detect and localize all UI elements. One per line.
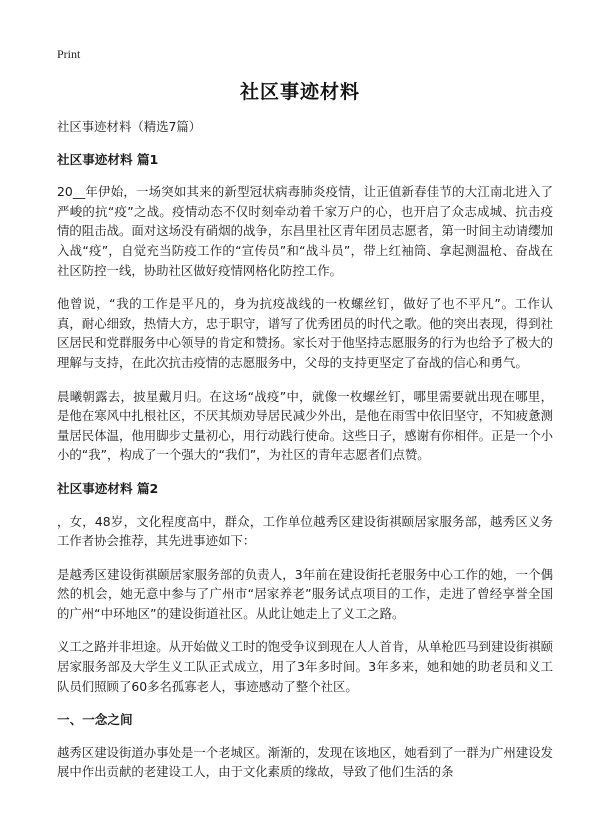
paragraph: 他曾说，“我的工作是平凡的，身为抗疫战线的一枚螺丝钉，做好了也不平凡”。工作认真，耐心细致，热情大方，忠于职守，谱写了优秀团员的时代之歌。他的突出表现，得到社区居民和党群服务中心领导的肯定和赞扬。家长对于他坚持志愿服务的行为也给予了极大的理解与支持，在此次抗击疫情的志愿服务中，父母的支持更坚定了奋战的信心和勇气。	[57, 296, 553, 370]
paragraph: 晨曦朝露去，披星戴月归。在这场“战疫”中，就像一枚螺丝钉，哪里需要就出现在哪里，是他在寒风中扎根社区，不厌其烦劝导居民减少外出，是他在雨雪中依旧坚守，不知疲惫测量居民体温，他用脚步丈量初心，用行动践行使命。这些日子，感谢有你相伴。正是一个小小的“我”，构成了一个强大的“我们”，为社区的青年志愿者们点赞。	[57, 388, 553, 463]
article-body	[57, 117, 553, 796]
section-heading-2: 社区事迹材料 篇2	[57, 480, 159, 496]
subsection-heading: 一、一念之间	[57, 712, 133, 728]
paragraph: 是越秀区建设街祺颐居家服务部的负责人，3年前在建设街托老服务中心工作的她，一个偶然的机会，她无意中参与了广州市“居家养老”服务试点项目的工作，走进了曾经享誉全国的广州“中环地区”的建设街道社区。从此让她走上了义工之路。	[57, 566, 553, 621]
paragraph: 义工之路并非坦途。从开始做义工时的饱受争议到现在人人首肯，从单枪匹马到建设街祺颐居家服务部及大学生义工队正式成立，用了3年多时间。3年多来，她和她的助老员和义工队员们照顾了60多名孤寡老人，事迹感动了整个社区。	[57, 639, 553, 694]
section-heading-1: 社区事迹材料 篇1	[57, 151, 159, 167]
paragraph: ，女，48岁，文化程度高中，群众，工作单位越秀区建设街祺颐居家服务部，越秀区义务工作者协会推荐，其先进事迹如下：	[57, 513, 553, 549]
paragraph: 20__年伊始，一场突如其来的新型冠状病毒肺炎疫情，让正值新春佳节的大江南北进入了严峻的抗“疫”之战。疫情动态不仅时刻牵动着千家万户的心，也开启了众志成城、抗击疫情的阻击战。面对这场没有硝烟的战争，东昌里社区青年团员志愿者，第一时间主动请缨加入战“疫”，自觉充当防疫工作的“宣传员”和“战斗员”，带上红袖筒、拿起测温枪、奋战在社区防控一线，协助社区做好疫情网格化防控工作。	[57, 184, 553, 278]
paragraph: 越秀区建设街道办事处是一个老城区。渐渐的，发现在该地区，她看到了一群为广州建设发展中作出贡献的老建设工人，由于文化素质的缘故，导致了他们生活的条	[57, 744, 553, 780]
print-label[interactable]: Print	[57, 47, 81, 61]
article-subtitle: 社区事迹材料（精选7篇）	[57, 119, 202, 134]
page-title: 社区事迹材料	[239, 81, 360, 103]
